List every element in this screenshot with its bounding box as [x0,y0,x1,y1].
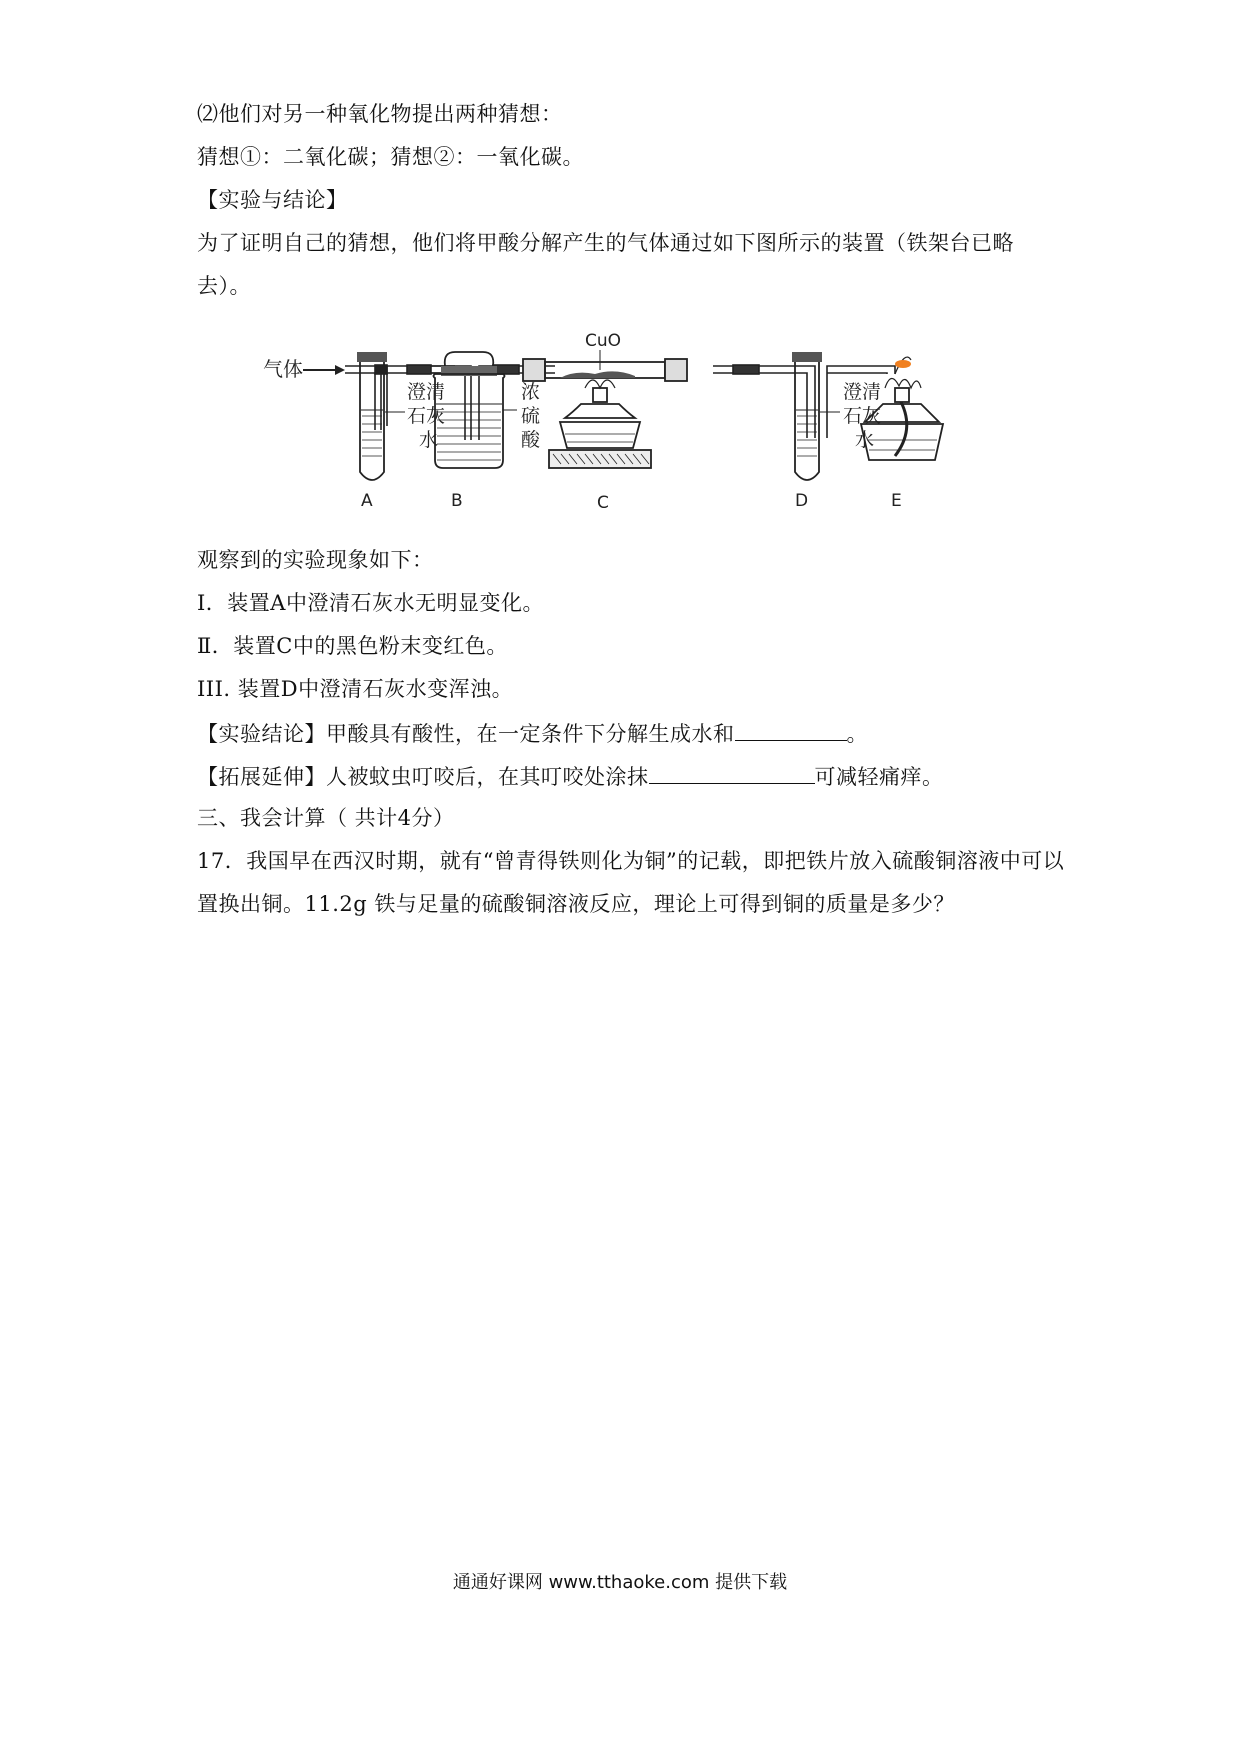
text-line-observation-3: III. 装置D中澄清石灰水变浑浊。 [197,677,514,701]
label-a: A [361,491,373,510]
d-liquid-2: 石灰 [843,405,882,427]
a-liquid-1: 澄清 [407,381,446,403]
text-line-guesses: 猜想①：二氧化碳；猜想②：一氧化碳。 [197,145,584,169]
conclusion-text: 【实验结论】甲酸具有酸性，在一定条件下分解生成水和 [197,722,735,746]
text-line-experiment-desc: 为了证明自己的猜想，他们将甲酸分解产生的气体通过如下图所示的装置（铁架台已略 [197,231,1014,255]
label-c: C [597,493,609,510]
page-footer: 通通好课网 www.tthaoke.com 提供下载 [452,1572,788,1593]
text-line-observation-2: Ⅱ．装置C中的黑色粉末变红色。 [197,634,508,658]
text-line-observation-1: Ⅰ．装置A中澄清石灰水无明显变化。 [197,591,544,615]
label-d: D [795,491,809,510]
text-line-guess-intro: ⑵他们对另一种氧化物提出两种猜想： [197,102,563,126]
answer-blank-conclusion[interactable] [735,718,847,741]
conclusion-end: 。 [846,722,868,746]
cuo-label: CuO [585,331,622,351]
text-line-experiment-desc-cont: 去）。 [197,274,251,298]
extension-end: 可减轻痛痒。 [814,765,944,789]
flame-icon [895,360,911,368]
d-liquid-1: 澄清 [843,381,882,403]
d-liquid-3: 水 [855,429,875,451]
gas-label: 气体 [263,357,303,381]
label-e: E [891,491,902,510]
text-line-conclusion [197,718,868,748]
gas-arrow-head [335,365,345,375]
a-liquid-2: 石灰 [407,405,446,427]
question-17-line-2: 置换出铜。11.2g 铁与足量的硫酸铜溶液反应，理论上可得到铜的质量是多少？ [197,892,955,916]
text-line-extension [197,761,944,791]
section-heading-experiment: 【实验与结论】 [197,188,348,212]
answer-blank-extension[interactable] [649,761,815,784]
burner-c [549,380,651,468]
test-tube-d [792,352,822,480]
a-liquid-3: 水 [419,429,439,451]
b-liquid-3: 酸 [521,429,541,451]
b-liquid-2: 硫 [521,405,541,427]
glass-tube-c [523,359,687,381]
text-line-observations: 观察到的实验现象如下： [197,548,434,572]
question-17-line-1: 17．我国早在西汉时期，就有“曾青得铁则化为铜”的记载，即把铁片放入硫酸铜溶液中可以 [197,849,1065,873]
b-liquid-1: 浓 [521,381,541,403]
section-heading-calculation: 三、我会计算（ 共计4分） [197,806,455,830]
label-b: B [451,491,463,510]
extension-text: 【拓展延伸】人被蚊虫叮咬后，在其叮咬处涂抹 [197,765,649,789]
apparatus-diagram [255,330,975,510]
